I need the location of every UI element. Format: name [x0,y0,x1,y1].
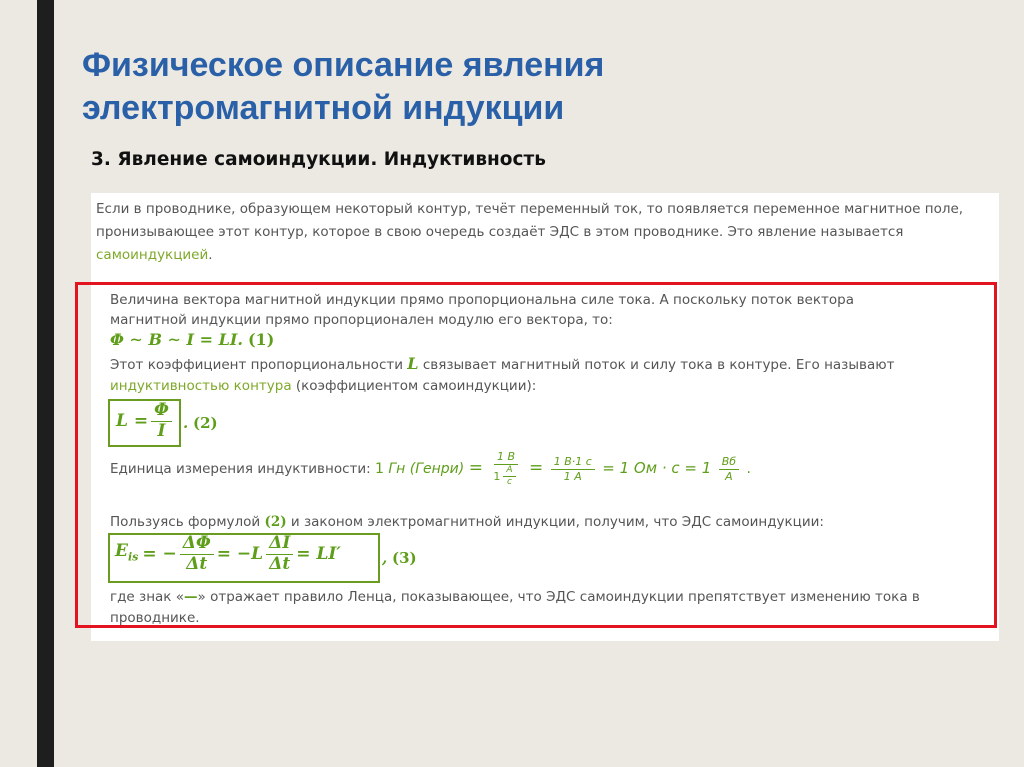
para4-line2: проводнике. [110,610,200,626]
para4-text-b: » отражает правило Ленца, показывающее, что ЭДС самоиндукции препятствует изменению тока в [197,589,920,605]
para2-text-a: Этот коэффициент пропорциональности [110,357,408,373]
formula-2-fraction [151,402,172,441]
formula-2-number: (2) [193,414,218,432]
para2-line1 [110,354,894,375]
formula-3-lhs [115,541,138,567]
unit-label: Единица измерения индуктивности: [110,461,375,478]
unit-formula [375,451,751,487]
unit-henry: (Генри) [409,461,465,478]
formula-2 [116,402,175,441]
formula-3-f2-den: Δt [269,553,291,574]
formula-3-f1-num: ΔΦ [180,535,214,555]
unit-fraction-1-inner [503,466,515,488]
para2-text-c: (коэффициентом самоиндукции): [291,378,537,394]
para4-text-a: где знак « [110,589,185,605]
formula-3-comma: , [382,549,388,567]
intro-paragraph [96,198,986,267]
formula-3-rhs: = LI′ [296,543,341,564]
para4-line1 [110,587,920,607]
intro-text: Если в проводнике, образующем некоторый контур, течёт переменный ток, то появляется переменное магнитное поле, пронизывающее этот контур, которое в свою очередь создаёт ЭДС в этом проводнике. Это явление называется [96,201,964,240]
unit-fraction-3-den: А [725,469,733,483]
side-accent-bar [37,0,54,767]
formula-3 [115,535,341,574]
unit-om: = 1 Ом · с = 1 [602,459,712,478]
slide-subtitle: 3. Явление самоиндукции. Индуктивность [91,149,546,170]
intro-end: . [208,247,213,263]
para1-line2: магнитной индукции прямо пропорционален модулю его вектора, то: [110,312,613,328]
para2-text-b: связывает магнитный поток и силу тока в контуре. Его называют [418,357,895,373]
formula-3-eq2: = −L [216,543,264,564]
formula-1-expr: Φ ∼ B ∼ I = LI. [110,330,243,349]
formula-2-dot: . [183,414,189,432]
para2-line2 [110,376,536,396]
formula-3-number: (3) [392,549,417,567]
formula-2-denominator: I [157,420,166,441]
formula-1-number: (1) [247,330,275,349]
formula-3-subscript: is [127,550,139,564]
unit-fraction-1-den-one: 1 [493,469,501,483]
unit-line [110,451,751,487]
inductance-link[interactable]: индуктивностью контура [110,378,292,394]
unit-fraction-2 [551,456,595,482]
formula-3-f2-num: ΔI [266,535,293,555]
unit-fraction-2-den: 1 А [563,469,582,483]
para1-line1: Величина вектора магнитной индукции прямо пропорциональна силе тока. А поскольку поток вектора [110,292,854,308]
formula-1 [110,330,274,350]
slide-title: Физическое описание явления электромагнитной индукции [82,46,605,127]
unit-inner-den: с [507,476,512,487]
formula-3-E: E [115,541,128,562]
formula-3-f1-den: Δt [186,553,208,574]
formula-3-eq1: = − [142,543,177,564]
para3-text-b: и законом электромагнитной индукции, получим, что ЭДС самоиндукции: [286,514,824,530]
unit-eq-2: = [529,458,544,479]
unit-fraction-3-num: Вб [719,456,739,470]
formula-3-tail [382,548,417,568]
formula-2-lhs: L = [116,410,149,431]
unit-fraction-1-den [490,465,521,488]
formula-2-numerator: Φ [151,402,172,422]
formula-3-fraction-1 [180,535,214,574]
self-induction-link[interactable]: самоиндукцией [96,247,209,263]
unit-fraction-2-num: 1 В·1 с [551,456,595,470]
para3 [110,512,824,532]
minus-sign: — [184,589,198,605]
para3-text-a: Пользуясь формулой [110,514,265,530]
formula-3-fraction-2 [266,535,293,574]
unit-one: 1 [374,461,384,478]
para2-symbol-L: L [407,354,419,373]
formula-2-reference[interactable]: (2) [264,514,287,530]
unit-eq-1: = [468,458,483,479]
unit-fraction-1 [490,451,521,487]
unit-inner-num: А [503,466,515,477]
unit-dot: . [746,461,751,478]
unit-fraction-3 [719,456,739,482]
unit-fraction-1-num: 1 В [494,451,518,465]
unit-gn: Гн [388,461,406,478]
formula-2-tail [183,413,218,433]
